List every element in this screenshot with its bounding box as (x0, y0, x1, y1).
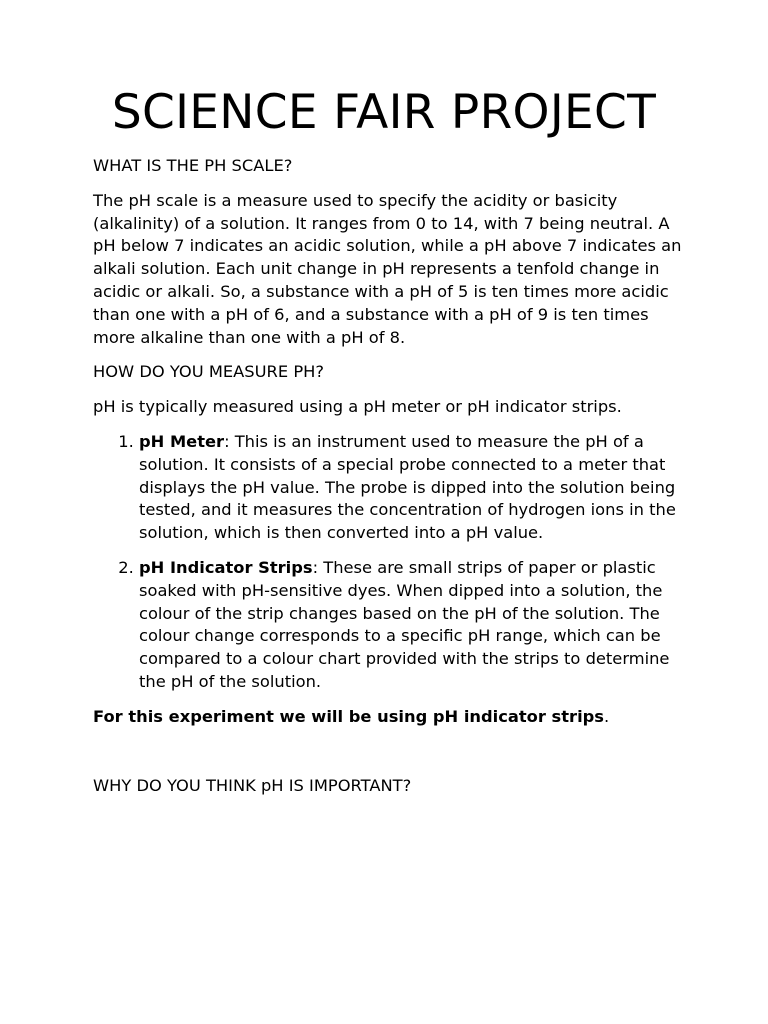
list-item-ph-indicator-strips (139, 557, 685, 694)
section-heading-ph-scale: WHAT IS THE PH SCALE? (93, 156, 293, 175)
experiment-method-period: . (604, 706, 610, 726)
section-heading-why-important: WHY DO YOU THINK pH IS IMPORTANT? (93, 775, 412, 795)
document-body (93, 155, 685, 797)
ph-scale-paragraph: The pH scale is a measure used to specify the acidity or basicity (alkalinity) of a solution. It ranges from 0 to 14, with 7 being neutral. A pH below 7 indicates an acidic solution, while a pH above 7 indicates an alkali solution. Each unit change in pH represents a tenfold change in acidic or alkali. So, a substance with a pH of 5 is ten times more acidic than one with a pH of 6, and a substance with a pH of 9 is ten times more alkaline than one with a pH of 8. (93, 190, 682, 347)
list-item-term: pH Indicator Strips (139, 557, 313, 577)
list-item-description: : This is an instrument used to measure the pH of a solution. It consists of a special probe connected to a meter that displays the pH value. The probe is dipped into the solution being tested, and it measures the concentration of hydrogen ions in the solution, which is then converted into a pH value. (139, 431, 676, 543)
section-heading-measure-ph: HOW DO YOU MEASURE PH? (93, 362, 325, 382)
list-item-description: : These are small strips of paper or plastic soaked with pH-sensitive dyes. When dipped into a solution, the colour of the strip changes based on the pH of the solution. The colour change corresponds to a specific pH range, which can be compared to a colour chart provided with the strips to determine the pH of the solution. (139, 557, 670, 691)
experiment-method-bold: For this experiment we will be using pH indicator strips (93, 706, 604, 726)
measure-intro-paragraph: pH is typically measured using a pH meter or pH indicator strips. (93, 397, 622, 417)
list-item-term: pH Meter (139, 431, 225, 451)
measurement-methods-list (93, 431, 685, 694)
list-item-ph-meter (139, 431, 685, 545)
page-title: SCIENCE FAIR PROJECT (111, 85, 657, 140)
experiment-method-statement (93, 706, 685, 729)
